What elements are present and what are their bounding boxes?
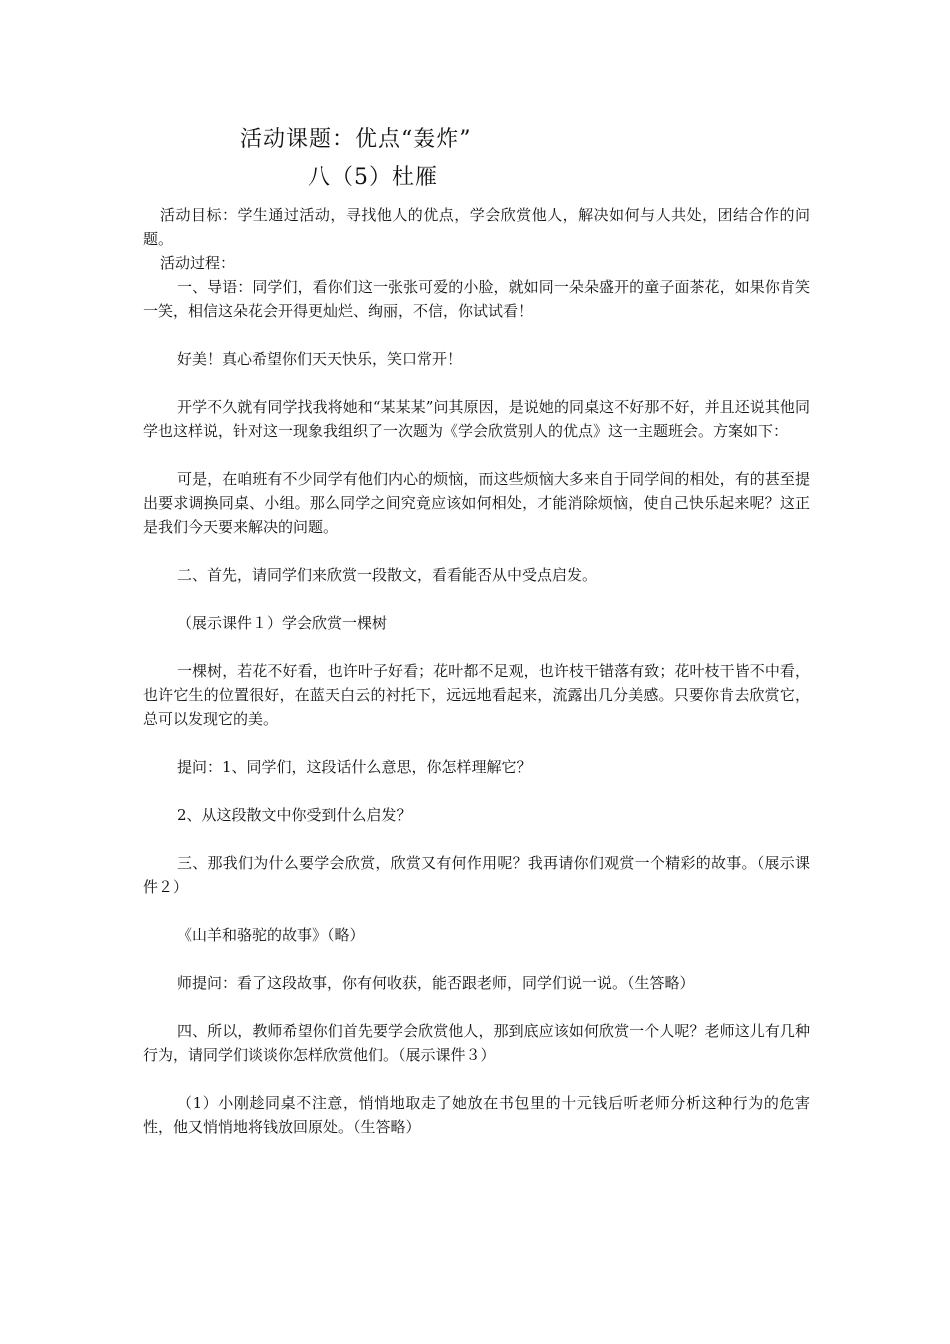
paragraph-problem: 可是，在咱班有不少同学有他们内心的烦恼，而这些烦恼大多来自于同学间的相处，有的甚至提出要求调换同桌、小组。那么同学之间究竟应该如何相处，才能消除烦恼，使自己快乐起来呢？这正是我们今天要来解决的问题。	[143, 470, 810, 536]
paragraph-case-1: （1）小刚趁同桌不注意，悄悄地取走了她放在书包里的十元钱后听老师分析这种行为的危害性，他又悄悄地将钱放回原处。（生答略）	[143, 1094, 810, 1136]
paragraph-question-1: 提问：1、同学们，这段话什么意思，你怎样理解它？	[177, 758, 532, 776]
paragraph-process-heading: 活动过程：	[160, 254, 236, 272]
paragraph-background: 开学不久就有同学找我将她和“某某某”问其原因，是说她的同桌这不好那不好，并且还说其他同学也这样说，针对这一现象我组织了一次题为《学会欣赏别人的优点》这一主题班会。方案如下：	[143, 398, 810, 440]
paragraph-tree-essay: 一棵树，若花不好看，也许叶子好看；花叶都不足观，也许枝干错落有致；花叶枝干皆不中看，也许它生的位置很好，在蓝天白云的衬托下，远远地看起来，流露出几分美感。只要你肯去欣赏它，总可以发现它的美。	[143, 662, 810, 728]
paragraph-section-3: 三、那我们为什么要学会欣赏，欣赏又有何作用呢？我再请你们观赏一个精彩的故事。（展示课件２）	[143, 854, 810, 896]
paragraph-teacher-question: 师提问：看了这段故事，你有何收获，能否跟老师，同学们说一说。（生答略）	[177, 974, 695, 992]
document-title: 活动课题：优点“轰炸”	[240, 127, 472, 152]
paragraph-goal: 活动目标：学生通过活动，寻找他人的优点，学会欣赏他人，解决如何与人共处，团结合作的问题。	[143, 206, 810, 248]
paragraph-question-2: 2、从这段散文中你受到什么启发？	[177, 806, 412, 824]
paragraph-courseware-1: （展示课件１）学会欣赏一棵树	[177, 614, 388, 632]
paragraph-section-4: 四、所以，教师希望你们首先要学会欣赏他人，那到底应该如何欣赏一个人呢？老师这儿有几种行为，请同学们谈谈你怎样欣赏他们。（展示课件３）	[143, 1022, 810, 1064]
document-author: 八（5）杜雁	[308, 165, 438, 190]
paragraph-wish: 好美！真心希望你们天天快乐，笑口常开！	[177, 350, 463, 368]
paragraph-section-2: 二、首先，请同学们来欣赏一段散文，看看能否从中受点启发。	[177, 566, 598, 584]
paragraph-story: 《山羊和骆驼的故事》（略）	[177, 926, 365, 944]
paragraph-intro: 一、导语：同学们，看你们这一张张可爱的小脸，就如同一朵朵盛开的童子面茶花，如果你肯笑一笑，相信这朵花会开得更灿烂、绚丽，不信，你试试看！	[143, 278, 810, 320]
document-body	[143, 203, 810, 1139]
